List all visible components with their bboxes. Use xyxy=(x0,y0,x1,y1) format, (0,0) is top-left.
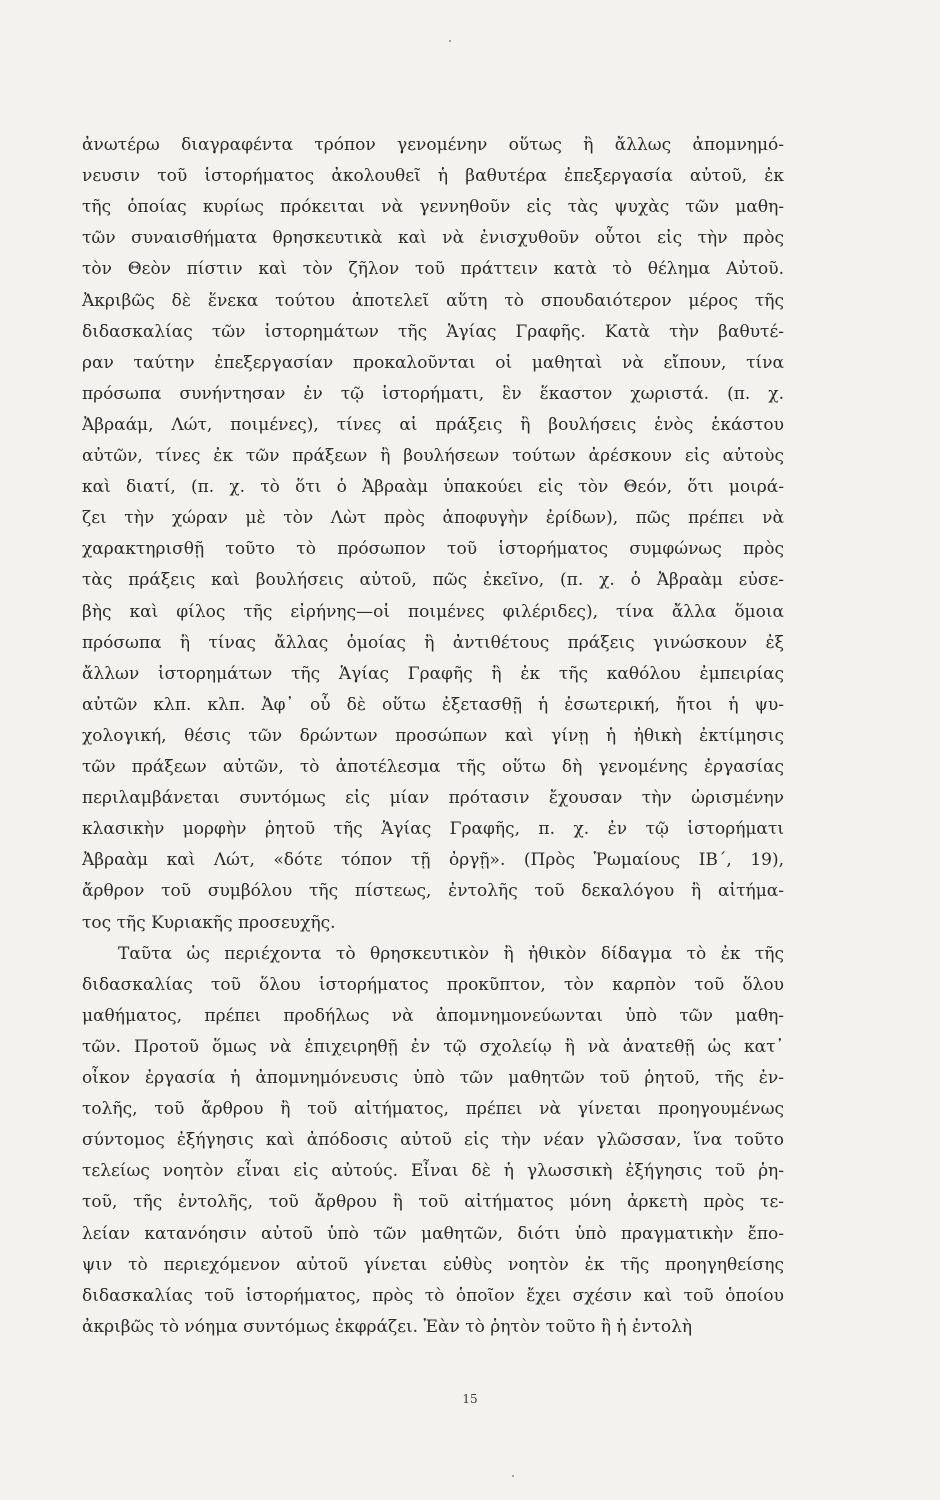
text-line: ραν ταύτην ἐπεξεργασίαν προκαλοῦνται οἱ μαθηταὶ νὰ εἴπουν, τίνα xyxy=(82,352,784,373)
text-line: τὸν Θεὸν πίστιν καὶ τὸν ζῆλον τοῦ πράττειν κατὰ τὸ θέλημα Αὐτοῦ. xyxy=(82,259,784,280)
page-number: 15 xyxy=(462,1392,478,1406)
text-line: μαθήματος, πρέπει προδήλως νὰ ἀπομνημονεύωνται ὑπὸ τῶν μαθη- xyxy=(82,1005,784,1026)
text-line: ἄλλων ἱστορημάτων τῆς Ἁγίας Γραφῆς ἢ ἐκ τῆς καθόλου ἐμπειρίας xyxy=(82,663,784,684)
text-line: Ταῦτα ὡς περιέχοντα τὸ θρησκευτικὸν ἢ ἠθικὸν δίδαγμα τὸ ἐκ τῆς xyxy=(118,943,784,964)
text-line: περιλαμβάνεται συντόμως εἰς μίαν πρότασιν ἔχουσαν τὴν ὡρισμένην xyxy=(82,788,784,809)
text-line: σύντομος ἐξήγησις καὶ ἀπόδοσις αὐτοῦ εἰς τὴν νέαν γλῶσσαν, ἵνα τοῦτο xyxy=(82,1130,784,1151)
text-line: χαρακτηρισθῇ τοῦτο τὸ πρόσωπον τοῦ ἱστορήματος συμφώνως πρὸς xyxy=(82,539,784,560)
text-line: καὶ διατί, (π. χ. τὸ ὅτι ὁ Ἀβραὰμ ὑπακούει εἰς τὸν Θεόν, ὅτι μοιρά- xyxy=(82,477,784,498)
text-line: διδασκαλίας τοῦ ὅλου ἱστορήματος προκῦπτον, τὸν καρπὸν τοῦ ὅλου xyxy=(82,974,784,995)
text-line: χολογική, θέσις τῶν δρώντων προσώπων καὶ γίνῃ ἡ ἠθικὴ ἐκτίμησις xyxy=(82,725,784,746)
text-line: οἶκον ἐργασία ἡ ἀπομνημόνευσις ὑπὸ τῶν μαθητῶν τοῦ ῥητοῦ, τῆς ἐν- xyxy=(82,1068,784,1088)
text-line: ἀνωτέρω διαγραφέντα τρόπον γενομένην οὕτως ἢ ἄλλως ἀπομνημό- xyxy=(82,135,784,155)
text-line: κλασικὴν μορφὴν ῥητοῦ τῆς Ἁγίας Γραφῆς, π. χ. ἐν τῷ ἱστορήματι xyxy=(82,819,784,840)
text-line: νευσιν τοῦ ἱστορήματος ἀκολουθεῖ ἡ βαθυτέρα ἐπεξεργασία αὐτοῦ, ἐκ xyxy=(82,166,784,187)
text-line: τῶν συναισθήματα θρησκευτικὰ καὶ νὰ ἐνισχυθοῦν οὗτοι εἰς τὴν πρὸς xyxy=(82,228,784,249)
text-line: ἀκριβῶς τὸ νόημα συντόμως ἐκφράζει. Ἐὰν τὸ ῥητὸν τοῦτο ἢ ἡ ἐντολὴ xyxy=(82,1316,693,1337)
text-line: αὐτῶν, τίνες ἐκ τῶν πράξεων ἢ βουλήσεων τούτων ἀρέσκουν εἰς αὐτοὺς xyxy=(82,446,784,466)
text-line: βὴς καὶ φίλος τῆς εἰρήνης—οἱ ποιμένες φιλέριδες), τίνα ἄλλα ὅμοια xyxy=(82,601,784,622)
text-line: ζει τὴν χώραν μὲ τὸν Λὼτ πρὸς ἀποφυγὴν ἐρίδων), πῶς πρέπει νὰ xyxy=(82,508,784,529)
text-line: διδασκαλίας τοῦ ἱστορήματος, πρὸς τὸ ὁποῖον ἔχει σχέσιν καὶ τοῦ ὁποίου xyxy=(82,1285,784,1306)
paper-speck xyxy=(449,40,451,42)
text-line: ἄρθρον τοῦ συμβόλου τῆς πίστεως, ἐντολῆς τοῦ δεκαλόγου ἢ αἰτήμα- xyxy=(82,881,784,902)
text-line: Ἀβραὰμ καὶ Λώτ, «δότε τόπον τῇ ὀργῇ». (Πρὸς Ῥωμαίους ΙΒ΄, 19), xyxy=(82,850,784,871)
text-line: τελείως νοητὸν εἶναι εἰς αὐτούς. Εἶναι δὲ ἡ γλωσσικὴ ἐξήγησις τοῦ ῥη- xyxy=(82,1161,784,1182)
text-line: Ἀκριβῶς δὲ ἕνεκα τούτου ἀποτελεῖ αὕτη τὸ σπουδαιότερον μέρος τῆς xyxy=(82,290,784,311)
text-line: πρόσωπα ἢ τίνας ἄλλας ὁμοίας ἢ ἀντιθέτους πράξεις γινώσκουν ἐξ xyxy=(82,632,784,653)
text-line: τῶν. Προτοῦ ὅμως νὰ ἐπιχειρηθῇ ἐν τῷ σχολείῳ ἢ νὰ ἀνατεθῇ ὡς κατ᾽ xyxy=(82,1036,784,1057)
text-line: τὰς πράξεις καὶ βουλήσεις αὐτοῦ, πῶς ἐκεῖνο, (π. χ. ὁ Ἀβραὰμ εὐσε- xyxy=(82,570,784,591)
text-line: τολῆς, τοῦ ἄρθρου ἢ τοῦ αἰτήματος, πρέπει νὰ γίνεται προηγουμένως xyxy=(82,1099,784,1120)
text-line: διδασκαλίας τῶν ἱστορημάτων τῆς Ἁγίας Γραφῆς. Κατὰ τὴν βαθυτέ- xyxy=(82,321,784,342)
text-line: τῶν πράξεων αὐτῶν, τὸ ἀποτέλεσμα τῆς οὕτω δὴ γενομένης ἐργασίας xyxy=(82,757,784,777)
text-line: αὐτῶν κλπ. κλπ. Ἀφ᾽ οὗ δὲ οὕτω ἐξετασθῇ ἡ ἐσωτερική, ἤτοι ἡ ψυ- xyxy=(82,694,784,715)
text-line: τῆς ὁποίας κυρίως πρόκειται νὰ γεννηθοῦν εἰς τὰς ψυχὰς τῶν μαθη- xyxy=(82,197,784,218)
text-line: Ἀβραάμ, Λώτ, ποιμένες), τίνες αἱ πράξεις ἢ βουλήσεις ἑνὸς ἑκάστου xyxy=(82,414,784,435)
paper-speck xyxy=(512,1475,514,1477)
text-line: τοῦ, τῆς ἐντολῆς, τοῦ ἄρθρου ἢ τοῦ αἰτήματος μόνη ἀρκετὴ πρὸς τε- xyxy=(82,1192,784,1213)
text-line: τος τῆς Κυριακῆς προσευχῆς. xyxy=(82,912,336,933)
text-line: λείαν κατανόησιν αὐτοῦ ὑπὸ τῶν μαθητῶν, διότι ὑπὸ πραγματικὴν ἔπο- xyxy=(82,1223,784,1244)
text-line: ψιν τὸ περιεχόμενον αὐτοῦ γίνεται εὐθὺς νοητὸν ἐκ τῆς προηγηθείσης xyxy=(82,1254,784,1275)
text-line: πρόσωπα συνήντησαν ἐν τῷ ἱστορήματι, ἓν ἕκαστον χωριστά. (π. χ. xyxy=(82,383,784,404)
